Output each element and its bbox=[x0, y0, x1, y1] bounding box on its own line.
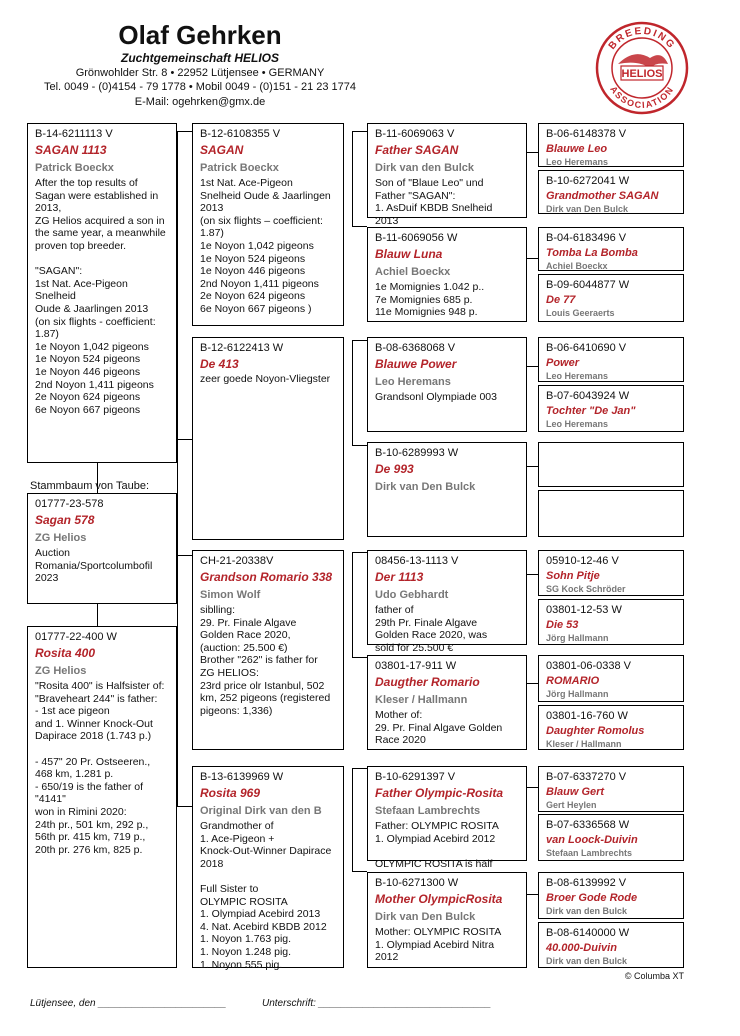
ring-number: B-10-6291397 V bbox=[375, 771, 456, 783]
connector bbox=[527, 466, 538, 467]
pigeon-name: Broer Gode Rode bbox=[546, 892, 638, 904]
pigeon-name: Grandson Romario 338 bbox=[200, 570, 333, 584]
connector bbox=[352, 131, 353, 226]
pigeon-name: Sagan 578 bbox=[35, 513, 95, 527]
description: father of 29th Pr. Finale Algave Golden Race 2020, was sold for 25.500 € bbox=[375, 604, 488, 654]
breeder: Jörg Hallmann bbox=[546, 689, 609, 699]
connector bbox=[527, 683, 538, 684]
breeder: Patrick Boeckx bbox=[200, 162, 279, 174]
pedigree-label: Stammbaum von Taube: bbox=[30, 480, 150, 492]
ring-number: 01777-22-400 W bbox=[35, 631, 117, 643]
pedigree-card-gen3-11 bbox=[538, 655, 684, 702]
place-date-field: Lütjensee, den _______________________ bbox=[30, 998, 227, 1009]
breeder: Dirk van Den Bulck bbox=[375, 481, 476, 493]
pedigree-card-dam bbox=[27, 626, 177, 968]
pedigree-card-gen3-4 bbox=[538, 274, 684, 322]
pedigree-card-gen3-1 bbox=[538, 123, 684, 167]
connector bbox=[527, 258, 538, 259]
pedigree-card-gen3-16 bbox=[538, 922, 684, 968]
breeder: Dirk van den Bulck bbox=[546, 906, 628, 916]
ring-number: 08456-13-1113 V bbox=[375, 555, 459, 567]
breeder: SG Kock Schröder bbox=[546, 584, 626, 594]
ring-number: B-06-6410690 V bbox=[546, 342, 627, 354]
ring-number: B-04-6183496 V bbox=[546, 232, 627, 244]
breeder-phone: Tel. 0049 - (0)4154 - 79 1778 • Mobil 0049 - (0)151 - 21 23 1774 bbox=[43, 81, 357, 93]
connector bbox=[352, 445, 367, 446]
pedigree-card-gen3-15 bbox=[538, 872, 684, 919]
logo-middle-text: HELIOS bbox=[621, 68, 663, 80]
breeder-subtitle: Zuchtgemeinschaft HELIOS bbox=[120, 51, 280, 65]
pedigree-card-gen2-4 bbox=[367, 442, 527, 537]
breeder: Patrick Boeckx bbox=[35, 162, 114, 174]
pedigree-card-gen3-10 bbox=[538, 599, 684, 645]
pigeon-name: Rosita 400 bbox=[35, 646, 96, 660]
ring-number: B-10-6271300 W bbox=[375, 877, 459, 889]
connector bbox=[352, 552, 353, 657]
breeder-email[interactable]: E-Mail: ogehrken@gmx.de bbox=[134, 96, 266, 108]
connector bbox=[527, 366, 538, 367]
connector bbox=[352, 657, 367, 658]
pedigree-card-gen2-3 bbox=[367, 337, 527, 432]
description: zeer goede Noyon-Vliegster bbox=[200, 373, 331, 385]
breeder: Original Dirk van den B bbox=[200, 805, 322, 817]
pigeon-name: Der 1113 bbox=[375, 570, 424, 584]
pedigree-card-gen2-7 bbox=[367, 766, 527, 870]
pigeon-name: van Loock-Duivin bbox=[546, 834, 638, 846]
breeder: Louis Geeraerts bbox=[546, 308, 615, 318]
pigeon-name: ROMARIO bbox=[546, 675, 600, 687]
ring-number: B-09-6044877 W bbox=[546, 279, 630, 291]
pigeon-name: Mother OlympicRosita bbox=[375, 892, 503, 906]
ring-number: B-08-6140000 W bbox=[546, 927, 630, 939]
pigeon-name: De 993 bbox=[375, 462, 414, 476]
pedigree-card-gen3-5 bbox=[538, 337, 684, 382]
pedigree-card-gen3-9 bbox=[538, 550, 684, 596]
description: 1e Momignies 1.042 p.. 7e Momignies 685 p. 11e Momignies 948 p. bbox=[375, 281, 485, 319]
helios-logo bbox=[594, 20, 690, 116]
ring-number: B-08-6368068 V bbox=[375, 342, 456, 354]
connector bbox=[177, 439, 192, 440]
pigeon-name: De 413 bbox=[200, 357, 239, 371]
connector bbox=[352, 340, 367, 341]
pedigree-card-gen2-8 bbox=[367, 872, 527, 968]
breeder: Leo Heremans bbox=[375, 376, 451, 388]
connector bbox=[177, 806, 192, 807]
connector bbox=[527, 152, 538, 153]
breeder: ZG Helios bbox=[35, 532, 87, 544]
pigeon-name: Blauwe Leo bbox=[546, 143, 608, 155]
connector-vertical-gen1 bbox=[177, 131, 178, 806]
pedigree-card-gen1-2 bbox=[192, 337, 344, 540]
pigeon-name: Grandmother SAGAN bbox=[546, 190, 659, 202]
breeder: Leo Heremans bbox=[546, 419, 609, 429]
pigeon-name: 40.000-Duivin bbox=[546, 942, 617, 954]
breeder: Stefaan Lambrechts bbox=[375, 805, 481, 817]
pigeon-name: Rosita 969 bbox=[200, 786, 261, 800]
connector bbox=[527, 787, 538, 788]
ring-number: CH-21-20338V bbox=[200, 555, 274, 567]
breeder: Dirk van Den Bulck bbox=[546, 204, 629, 214]
connector bbox=[352, 131, 367, 132]
ring-number: B-07-6337270 V bbox=[546, 771, 627, 783]
pedigree-card-gen2-6 bbox=[367, 655, 527, 750]
breeder: Leo Heremans bbox=[546, 157, 609, 167]
ring-number: 03801-16-760 W bbox=[546, 710, 628, 722]
connector bbox=[97, 604, 98, 626]
pigeon-name: Tochter "De Jan" bbox=[546, 405, 636, 417]
description: Grandsonl Olympiade 003 bbox=[375, 391, 497, 403]
ring-number: B-11-6069063 V bbox=[375, 128, 455, 140]
description: Grandmother of 1. Ace-Pigeon + Knock-Out-Winner Dapirace 2018 Full Sister to OLYMPIC ROSITA 1. Olympiad Acebird 2013 4. Nat. Acebird KBDB 2012 1. Noyon 1.763 pig. 1. Noyon 1.248 pig. 1. Noyon 555 pig. bbox=[200, 820, 332, 971]
pigeon-name: SAGAN bbox=[200, 143, 244, 157]
breeder: Dirk van den Bulck bbox=[546, 956, 628, 966]
pedigree-card-gen3-12 bbox=[538, 705, 684, 750]
pedigree-card-subject bbox=[27, 493, 177, 604]
description: Auction Romania/Sportcolumbofil 2023 bbox=[35, 547, 153, 585]
ring-number: B-12-6122413 W bbox=[200, 342, 284, 354]
pigeon-name: Sohn Pitje bbox=[546, 570, 600, 582]
breeder: Stefaan Lambrechts bbox=[546, 848, 633, 858]
breeder: Simon Wolf bbox=[200, 589, 261, 601]
pigeon-name: Blauw Gert bbox=[546, 786, 605, 798]
breeder: Dirk van Den Bulck bbox=[375, 911, 476, 923]
description: siblling: 29. Pr. Finale Algave Golden Race 2020, (auction: 25.500 €) Brother "262" is father for ZG HELIOS: 23rd price olr Istanbul, 502 km, 252 pigeons (registered pigeons: 1,336) bbox=[200, 604, 331, 717]
pigeon-name: SAGAN 1113 bbox=[35, 143, 107, 157]
ring-number: B-10-6272041 W bbox=[546, 175, 630, 187]
ring-number: B-06-6148378 V bbox=[546, 128, 627, 140]
logo-top-text: BREEDING bbox=[606, 25, 678, 52]
ring-number: B-10-6289993 W bbox=[375, 447, 459, 459]
pedigree-card-sire bbox=[27, 123, 177, 463]
connector bbox=[352, 552, 367, 553]
ring-number: B-12-6108355 V bbox=[200, 128, 281, 140]
pedigree-card-gen3-3 bbox=[538, 227, 684, 271]
connector bbox=[352, 871, 367, 872]
breeder: Dirk van den Bulck bbox=[375, 162, 475, 174]
breeder: Achiel Boeckx bbox=[375, 266, 451, 278]
connector bbox=[352, 226, 367, 227]
pedigree-card-gen1-4 bbox=[192, 766, 344, 971]
pigeon-name: Power bbox=[546, 357, 580, 369]
breeder-address: Grönwohlder Str. 8 • 22952 Lütjensee • GERMANY bbox=[75, 67, 325, 79]
connector bbox=[352, 768, 353, 871]
pigeon-name: Blauwe Power bbox=[375, 357, 457, 371]
connector bbox=[352, 768, 367, 769]
pigeon-name: Father SAGAN bbox=[375, 143, 459, 157]
description: Mother: OLYMPIC ROSITA 1. Olympiad Acebird Nitra 2012 bbox=[375, 926, 502, 964]
breeder-name: Olaf Gehrken bbox=[118, 20, 282, 50]
ring-number: 03801-12-53 W bbox=[546, 604, 622, 616]
breeder: Leo Heremans bbox=[546, 371, 609, 381]
ring-number: 03801-06-0338 V bbox=[546, 660, 632, 672]
ring-number: B-07-6336568 W bbox=[546, 819, 630, 831]
pigeon-name: Daugther Romario bbox=[375, 675, 480, 689]
description: Son of "Blaue Leo" und Father "SAGAN": 1. AsDuif KBDB Snelheid 2013 bbox=[375, 177, 493, 227]
connector bbox=[177, 131, 192, 132]
pigeon-name: Daughter Romolus bbox=[546, 725, 645, 737]
ring-number: 05910-12-46 V bbox=[546, 555, 619, 567]
breeder: Udo Gebhardt bbox=[375, 589, 449, 601]
ring-number: B-08-6139992 V bbox=[546, 877, 627, 889]
pedigree-card-gen1-1 bbox=[192, 123, 344, 326]
pedigree-card-gen2-2 bbox=[367, 227, 527, 322]
description: "Rosita 400" is Halfsister of: "Braveheart 244" is father: - 1st ace pigeon and 1. Winner Knock-Out Dapirace 2018 (1.743 p.) - 457" 20 Pr. Ostseeren., 468 km, 1.281 p. - 650/19 is the father of "4141" won in Rimini 2020: 24th pr., 501 km, 292 p., 56th pr. 415 km, 719 p., 20th pr. 276 km, 825 p. bbox=[35, 680, 165, 856]
pigeon-name: Father Olympic-Rosita bbox=[375, 786, 504, 800]
pedigree-card-gen1-3 bbox=[192, 550, 344, 750]
ring-number: B-07-6043924 W bbox=[546, 390, 630, 402]
signature-field: Unterschrift: _______________________________ bbox=[262, 998, 492, 1009]
ring-number: B-14-6211113 V bbox=[35, 128, 113, 140]
connector bbox=[352, 340, 353, 445]
pedigree-card-gen3-2 bbox=[538, 170, 684, 214]
pedigree-card-gen3-6 bbox=[538, 385, 684, 432]
ring-number: B-11-6069056 W bbox=[375, 232, 458, 244]
ring-number: 01777-23-578 bbox=[35, 498, 104, 510]
pedigree-card-gen3-8 bbox=[538, 490, 684, 537]
copyright: © Columba XT bbox=[624, 971, 684, 981]
logo-bottom-text: ASSOCIATION bbox=[608, 84, 676, 111]
pedigree-card-gen3-14 bbox=[538, 814, 684, 861]
description: Father: OLYMPIC ROSITA 1. Olympiad Acebird 2012 OLYMPIC ROSITA is half bbox=[375, 820, 499, 870]
description: 1st Nat. Ace-Pigeon Snelheid Oude & Jaarlingen 2013 (on six flights – coefficient: 1.87) 1e Noyon 1,042 pigeons 1e Noyon 524 pigeons 1e Noyon 446 pigeons 2nd Noyon 1,411 pigeons 2e Noyon 624 pigeons 6e Noyon 667 pigeons ) bbox=[200, 177, 331, 315]
pigeon-name: Blauw Luna bbox=[375, 247, 443, 261]
description: Mother of: 29. Pr. Final Algave Golden Race 2020 bbox=[375, 709, 503, 747]
breeder: Kleser / Hallmann bbox=[546, 739, 622, 749]
pigeon-name: Die 53 bbox=[546, 619, 579, 631]
breeder: Jörg Hallmann bbox=[546, 633, 609, 643]
connector bbox=[177, 555, 192, 556]
description: After the top results of Sagan were established in 2013, ZG Helios acquired a son in the same year, a meanwhile proven top breeder. "SAGAN": 1st Nat. Ace-Pigeon Snelheid Oude & Jaarlingen 2013 (on six flights - coefficient: 1.87) 1e Noyon 1,042 pigeons 1e Noyon 524 pigeons 1e Noyon 446 pigeons 2nd Noyon 1,411 pigeons 2e Noyon 624 pigeons 6e Noyon 667 pigeons bbox=[35, 177, 166, 416]
pedigree-card-gen3-13 bbox=[538, 766, 684, 812]
breeder: Gert Heylen bbox=[546, 800, 597, 810]
pedigree-card-gen3-7 bbox=[538, 442, 684, 487]
breeder: ZG Helios bbox=[35, 665, 87, 677]
pigeon-name: Tomba La Bomba bbox=[546, 247, 638, 259]
pedigree-card-gen2-1 bbox=[367, 123, 527, 227]
pigeon-name: De 77 bbox=[546, 294, 576, 306]
ring-number: 03801-17-911 W bbox=[375, 660, 457, 672]
connector bbox=[527, 894, 538, 895]
connector bbox=[527, 574, 538, 575]
ring-number: B-13-6139969 W bbox=[200, 771, 284, 783]
breeder: Kleser / Hallmann bbox=[375, 694, 468, 706]
breeder: Achiel Boeckx bbox=[546, 261, 608, 271]
pedigree-card-gen2-5 bbox=[367, 550, 527, 654]
